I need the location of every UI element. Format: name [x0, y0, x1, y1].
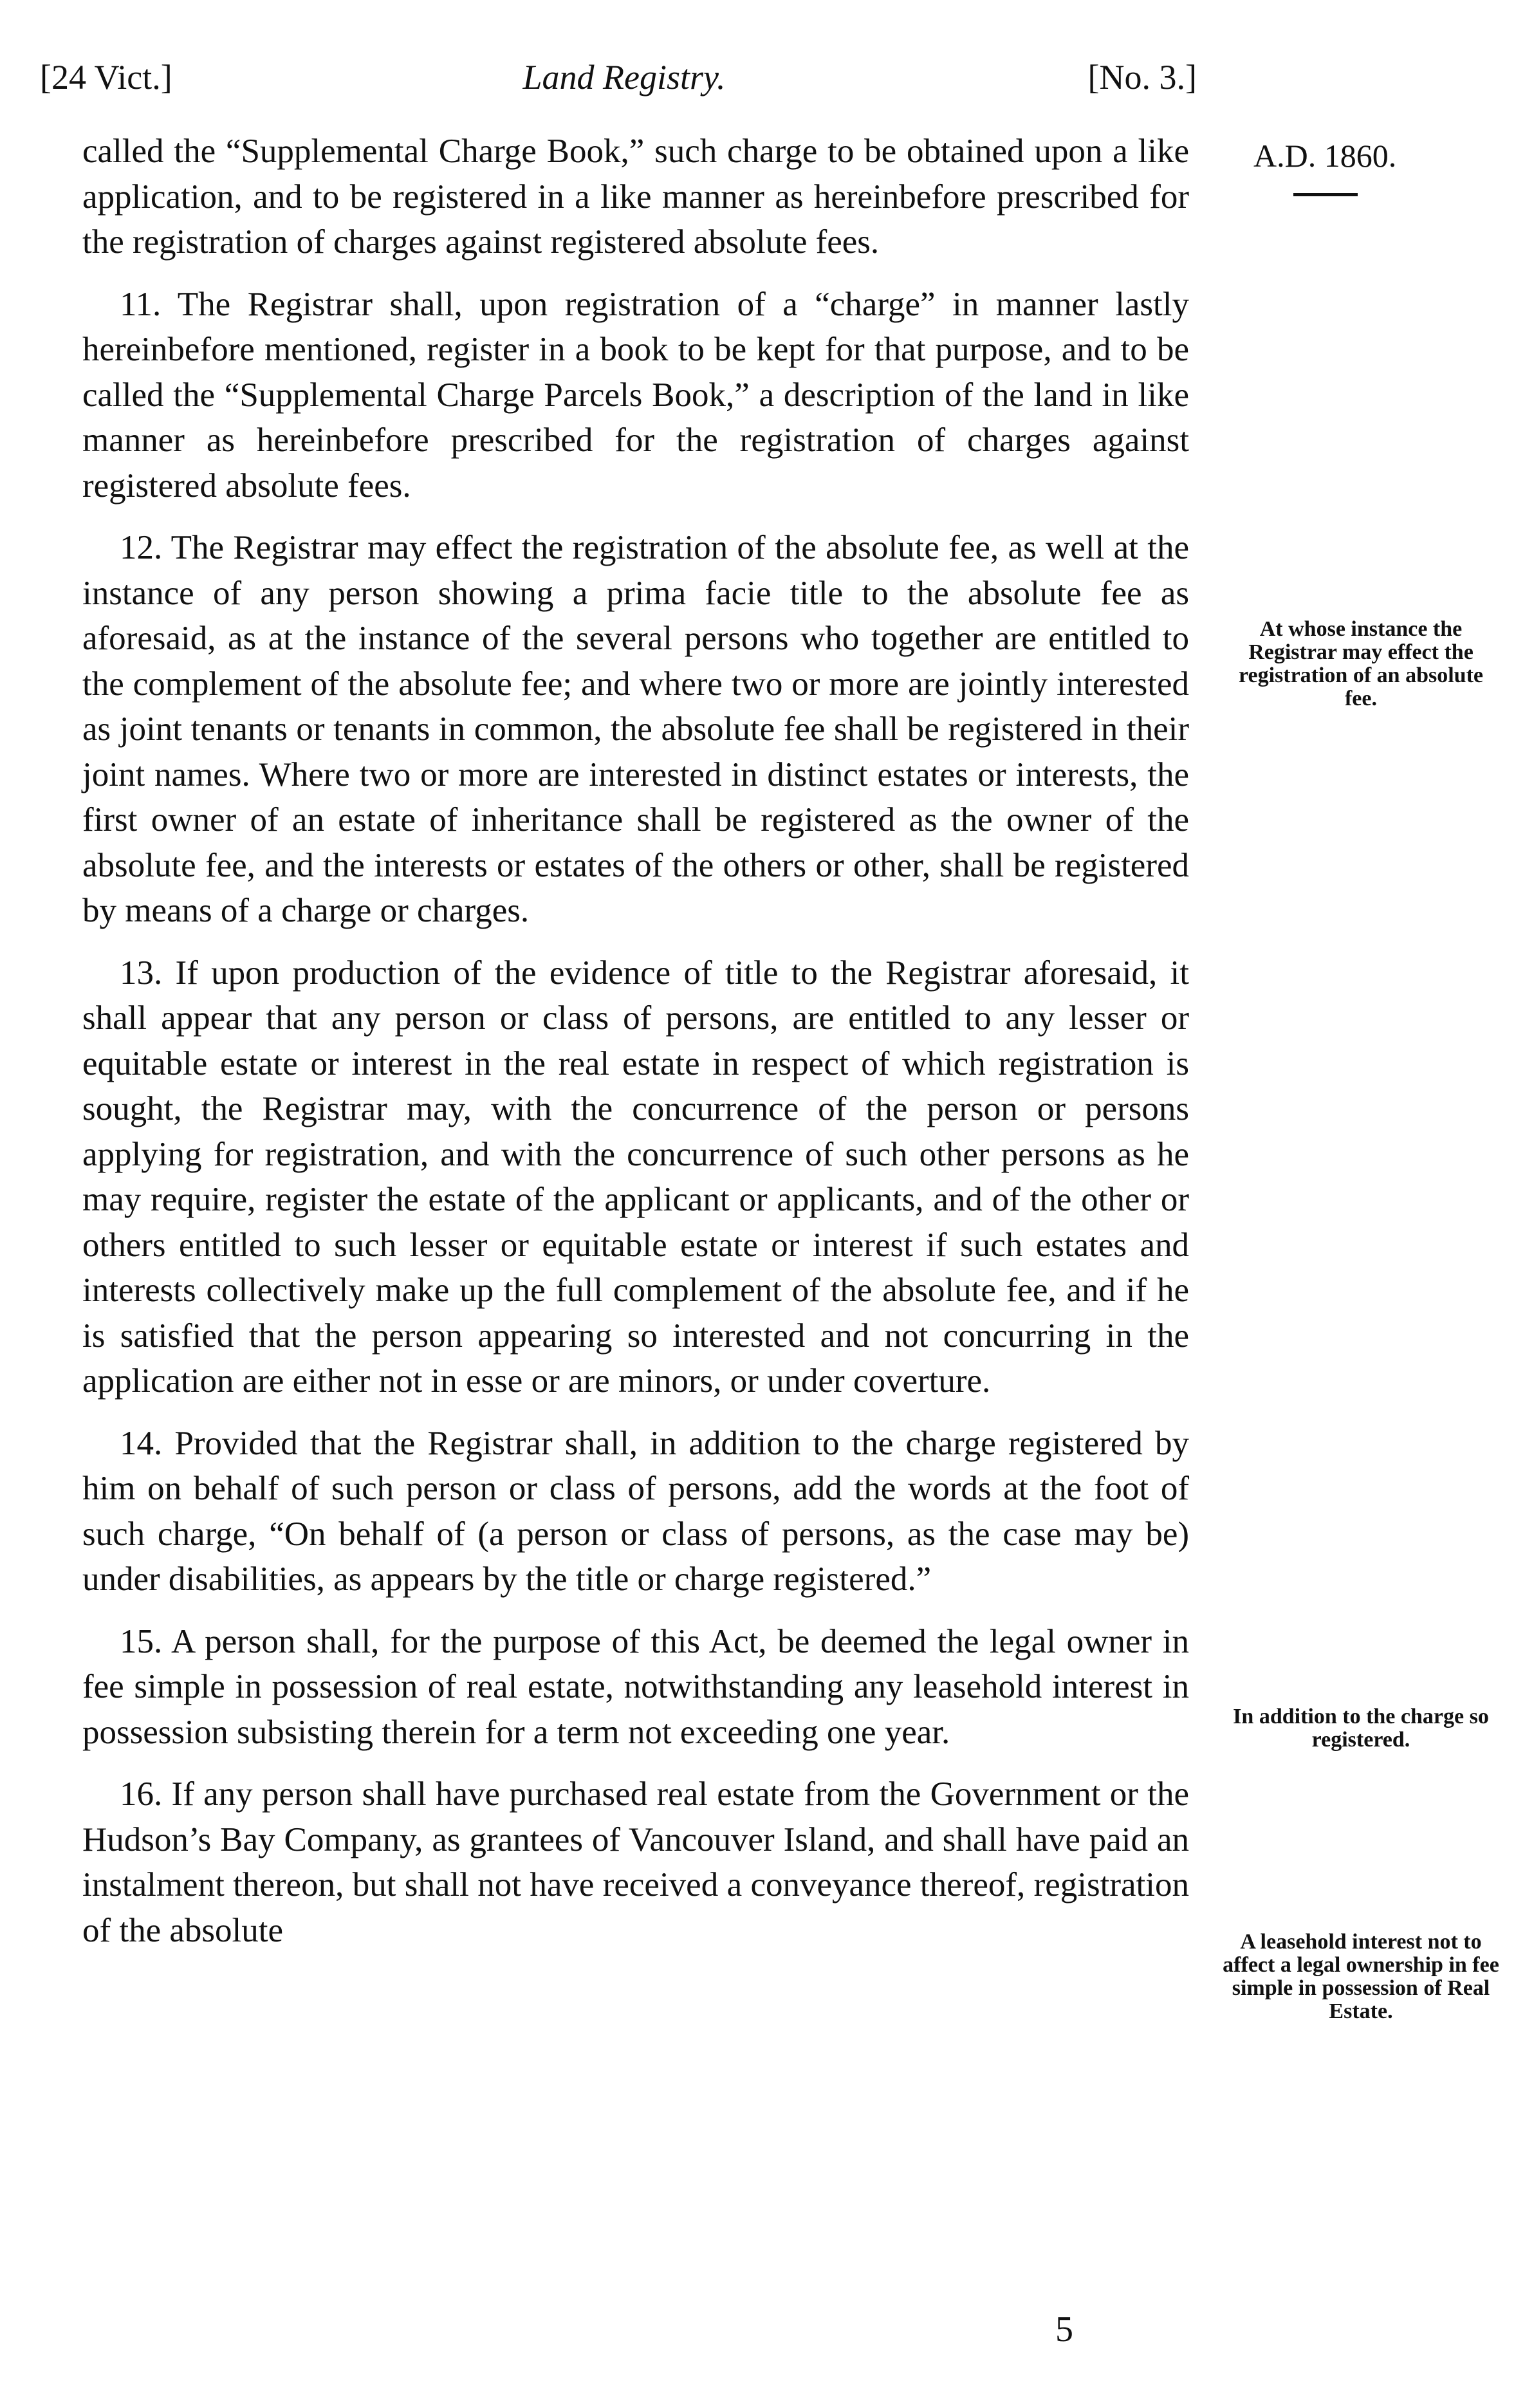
margin-note-section-14: In addition to the charge so registered. [1233, 1705, 1489, 1752]
section-12: 12. The Registrar may effect the registration of the absolute fee, as well at the instance of any person showing a prima facie title to the absolute fee as aforesaid, as at the instance of the several persons who together are entitled to the complement of the absolute fee; and where two or more are jointly interested as joint tenants or tenants in common, the absolute fee shall be registered in their joint names. Where two or more are interested in distinct estates or interests, the first owner of an estate of inheritance shall be registered as the owner of the absolute fee, and the interests or estates of the others or other, shall be registered by means of a charge or charges. [82, 529, 1189, 929]
header-regnal-year: [24 Vict.] [40, 58, 172, 97]
section-11: 11. The Registrar shall, upon registration of a “charge” in manner lastly hereinbefore mentioned, register in a book to be kept for that purpose, and to be called the “Supplemental Charge Parcels Book,” a description of the land in like manner as hereinbefore prescribed for the registration of charges against registered absolute fees. [82, 285, 1189, 505]
section-16: 16. If any person shall have purchased real estate from the Government or the Hudson’s Bay Company, as grantees of Vancouver Island, and shall have paid an instalment thereon, but shall not have received a conveyance thereof, registration of the absolute [82, 1775, 1189, 1949]
margin-note-section-12: At whose instance the Registrar may effect the registration of an absolute fee. [1239, 617, 1483, 710]
running-header [0, 51, 1210, 103]
section-10-continuation: called the “Supplemental Charge Book,” such charge to be obtained upon a like application, and to be registered in a like manner as hereinbefore prescribed for the registration of charges against registered absolute fees. [82, 133, 1189, 261]
section-15: 15. A person shall, for the purpose of this Act, be deemed the legal owner in fee simple in possession of real estate, notwithstanding any leasehold interest in possession subsisting therein for a term not exceeding one year. [82, 1622, 1189, 1751]
section-13: 13. If upon production of the evidence of title to the Registrar aforesaid, it shall appear that any person or class of persons, are entitled to any lesser or equitable estate or interest in the real estate in respect of which registration is sought, the Registrar may, with the concurrence of the person or persons applying for registration, and with the concurrence of such other persons as he may require, register the estate of the applicant or applicants, and of the other or others entitled to such lesser or equitable estate or interest if such estates and interests collectively make up the full complement of the absolute fee, and if he is satisfied that the person appearing so interested and not concurring in the application are either not in esse or are minors, or under coverture. [82, 954, 1189, 1400]
margin-year-rule [1293, 193, 1358, 196]
body-text [82, 129, 1189, 1970]
section-14: 14. Provided that the Registrar shall, in addition to the charge registered by him on behalf of such person or class of persons, add the words at the foot of such charge, “On behalf of (a person or class of persons, as the case may be) under disabilities, as appears by the title or charge registered.” [82, 1424, 1189, 1598]
margin-year: A.D. 1860. [1253, 138, 1397, 174]
margin-note-section-15: A leasehold interest not to affect a legal ownership in fee simple in possession of Real Estate. [1223, 1930, 1499, 2023]
header-act-number: [No. 3.] [1087, 58, 1197, 97]
header-title: Land Registry. [522, 58, 726, 97]
page-number: 5 [1055, 2310, 1073, 2349]
